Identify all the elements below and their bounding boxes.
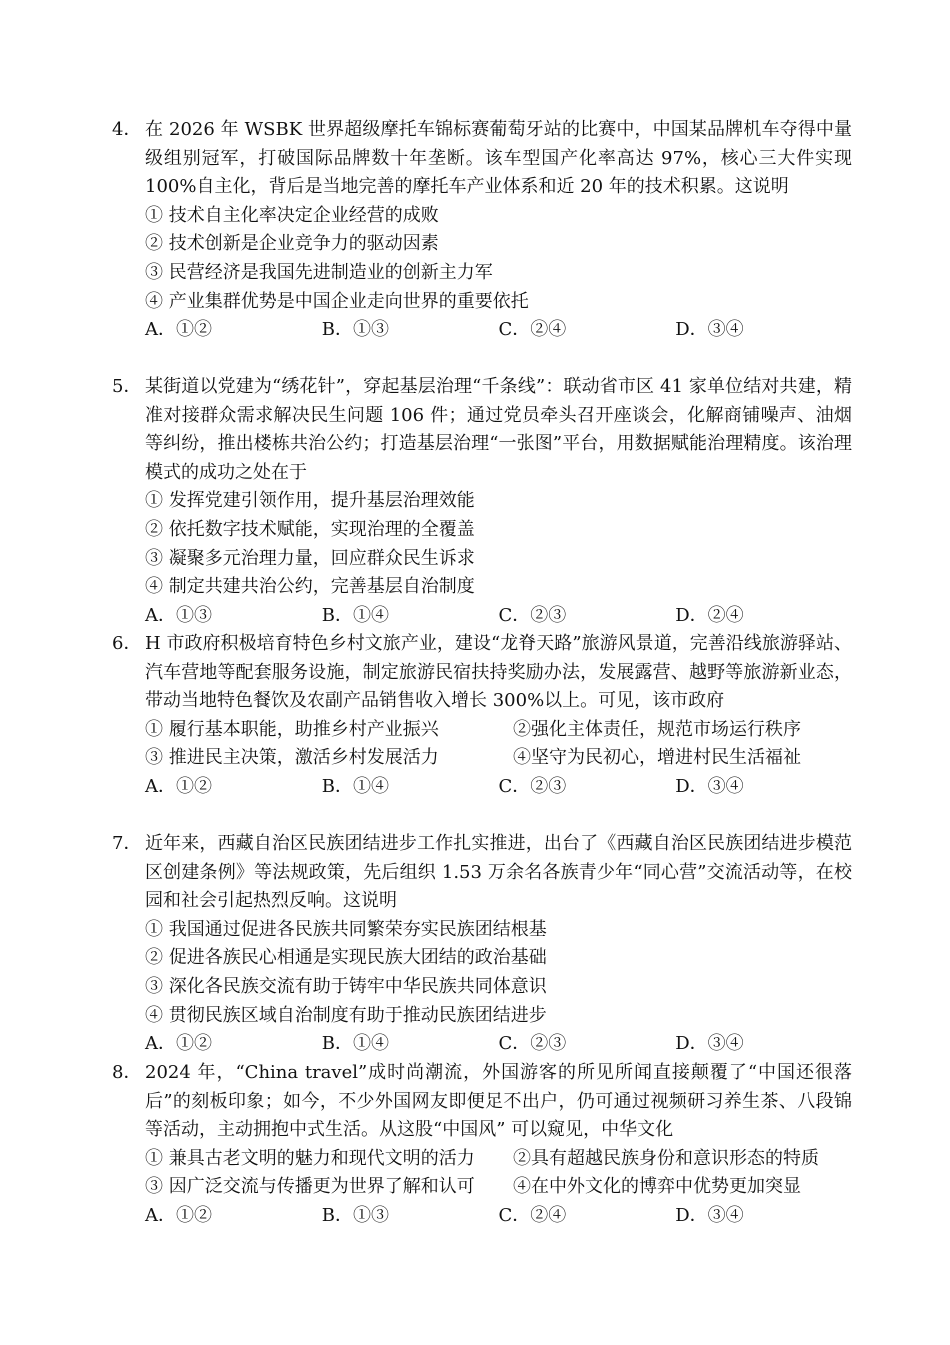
- option-statement: ④坚守为民初心，增进村民生活福祉: [513, 747, 801, 769]
- choice-d: D．③④: [675, 1033, 744, 1055]
- option-statement: ④在中外文化的博弈中优势更加突显: [513, 1176, 801, 1198]
- choice-c: C．②③: [498, 1033, 567, 1055]
- option-statement: ②具有超越民族身份和意识形态的特质: [513, 1147, 819, 1169]
- choice-b: B．①③: [321, 1204, 389, 1226]
- option-row: [112, 1173, 852, 1202]
- choice-a: A．①③: [145, 604, 212, 626]
- question-stem: 近年来，西藏自治区民族团结进步工作扎实推进，出台了《西藏自治区民族团结进步模范区创建条例》等法规政策，先后组织 1.53 万余名各族青少年“同心营”交流活动等，在校园和社会引起热烈反响。这说明: [145, 833, 852, 912]
- choice-c: C．②③: [498, 604, 567, 626]
- question-number: 7．: [112, 833, 142, 854]
- choice-c: C．②③: [498, 775, 567, 797]
- choice-d: D．③④: [675, 1204, 744, 1226]
- answer-choices: [112, 773, 852, 802]
- answer-choices: [112, 602, 852, 631]
- question-8: [112, 1059, 852, 1231]
- option-statement: ① 兼具古老文明的魅力和现代文明的活力: [145, 1147, 475, 1169]
- answer-choices: [112, 316, 852, 345]
- choice-b: B．①④: [321, 775, 389, 797]
- option-row: [112, 1145, 852, 1174]
- question-number: 4．: [112, 119, 142, 140]
- question-number: 5．: [112, 376, 142, 397]
- answer-choices: [112, 1030, 852, 1059]
- choice-c: C．②④: [498, 319, 567, 341]
- question-4: [112, 116, 852, 345]
- option-statement: ② 依托数字技术赋能，实现治理的全覆盖: [145, 518, 475, 540]
- option-row: [112, 716, 852, 745]
- choice-a: A．①②: [145, 319, 212, 341]
- choice-a: A．①②: [145, 1033, 212, 1055]
- option-statement: ① 技术自主化率决定企业经营的成败: [145, 204, 439, 226]
- question-stem: H 市政府积极培育特色乡村文旅产业，建设“龙脊天路”旅游风景道，完善沿线旅游驿站、汽车营地等配套服务设施，制定旅游民宿扶持奖励办法，发展露营、越野等旅游新业态，带动当地特色餐饮及农副产品销售收入增长 300%以上。可见，该市政府: [145, 633, 852, 712]
- option-statement: ③ 民营经济是我国先进制造业的创新主力军: [145, 261, 493, 283]
- choice-c: C．②④: [498, 1204, 567, 1226]
- option-row: [112, 744, 852, 773]
- answer-choices: [112, 1202, 852, 1231]
- option-statement: ③ 深化各民族交流有助于铸牢中华民族共同体意识: [145, 975, 547, 997]
- question-stem: 某街道以党建为“绣花针”，穿起基层治理“千条线”：联动省市区 41 家单位结对共建，精准对接群众需求解决民生问题 106 件；通过党员牵头召开座谈会，化解商铺噪声、油烟等纠纷，推出楼栋共治公约；打造基层治理“一张图”平台，用数据赋能治理精度。该治理模式的成功之处在于: [145, 376, 852, 483]
- option-statement: ③ 推进民主决策，激活乡村发展活力: [145, 747, 439, 769]
- choice-d: D．③④: [675, 775, 744, 797]
- choice-b: B．①③: [321, 319, 389, 341]
- option-statement: ③ 凝聚多元治理力量，回应群众民生诉求: [145, 547, 475, 569]
- choice-d: D．②④: [675, 604, 744, 626]
- option-statement: ① 发挥党建引领作用，提升基层治理效能: [145, 490, 475, 512]
- option-statement: ① 我国通过促进各民族共同繁荣夯实民族团结根基: [145, 918, 547, 940]
- choice-d: D．③④: [675, 319, 744, 341]
- option-statement: ② 技术创新是企业竞争力的驱动因素: [145, 233, 439, 255]
- option-statement: ② 促进各族民心相通是实现民族大团结的政治基础: [145, 947, 547, 969]
- choice-a: A．①②: [145, 1204, 212, 1226]
- option-statement: ④ 制定共建共治公约，完善基层自治制度: [145, 576, 475, 598]
- choice-a: A．①②: [145, 775, 212, 797]
- choice-b: B．①④: [321, 1033, 389, 1055]
- question-number: 6．: [112, 633, 142, 654]
- question-7: [112, 830, 852, 1059]
- choice-b: B．①④: [321, 604, 389, 626]
- option-statement: ④ 贯彻民族区域自治制度有助于推动民族团结进步: [145, 1004, 547, 1026]
- question-stem: 2024 年，“China travel”成时尚潮流，外国游客的所见所闻直接颠覆了“中国还很落后”的刻板印象；如今，不少外国网友即便足不出户，仍可通过视频研习养生茶、八段锦等活动，主动拥抱中式生活。从这股“中国风” 可以窥见，中华文化: [145, 1062, 852, 1141]
- option-statement: ④ 产业集群优势是中国企业走向世界的重要依托: [145, 290, 529, 312]
- option-statement: ②强化主体责任，规范市场运行秩序: [513, 718, 801, 740]
- option-statement: ③ 因广泛交流与传播更为世界了解和认可: [145, 1176, 475, 1198]
- question-stem: 在 2026 年 WSBK 世界超级摩托车锦标赛葡萄牙站的比赛中，中国某品牌机车夺得中量级组别冠军，打破国际品牌数十年垄断。该车型国产化率高达 97%，核心三大件实现 100%自主化，背后是当地完善的摩托车产业体系和近 20 年的技术积累。这说明: [145, 119, 852, 198]
- question-6: [112, 630, 852, 802]
- question-5: [112, 373, 852, 630]
- option-statement: ① 履行基本职能，助推乡村产业振兴: [145, 718, 439, 740]
- question-number: 8．: [112, 1062, 142, 1083]
